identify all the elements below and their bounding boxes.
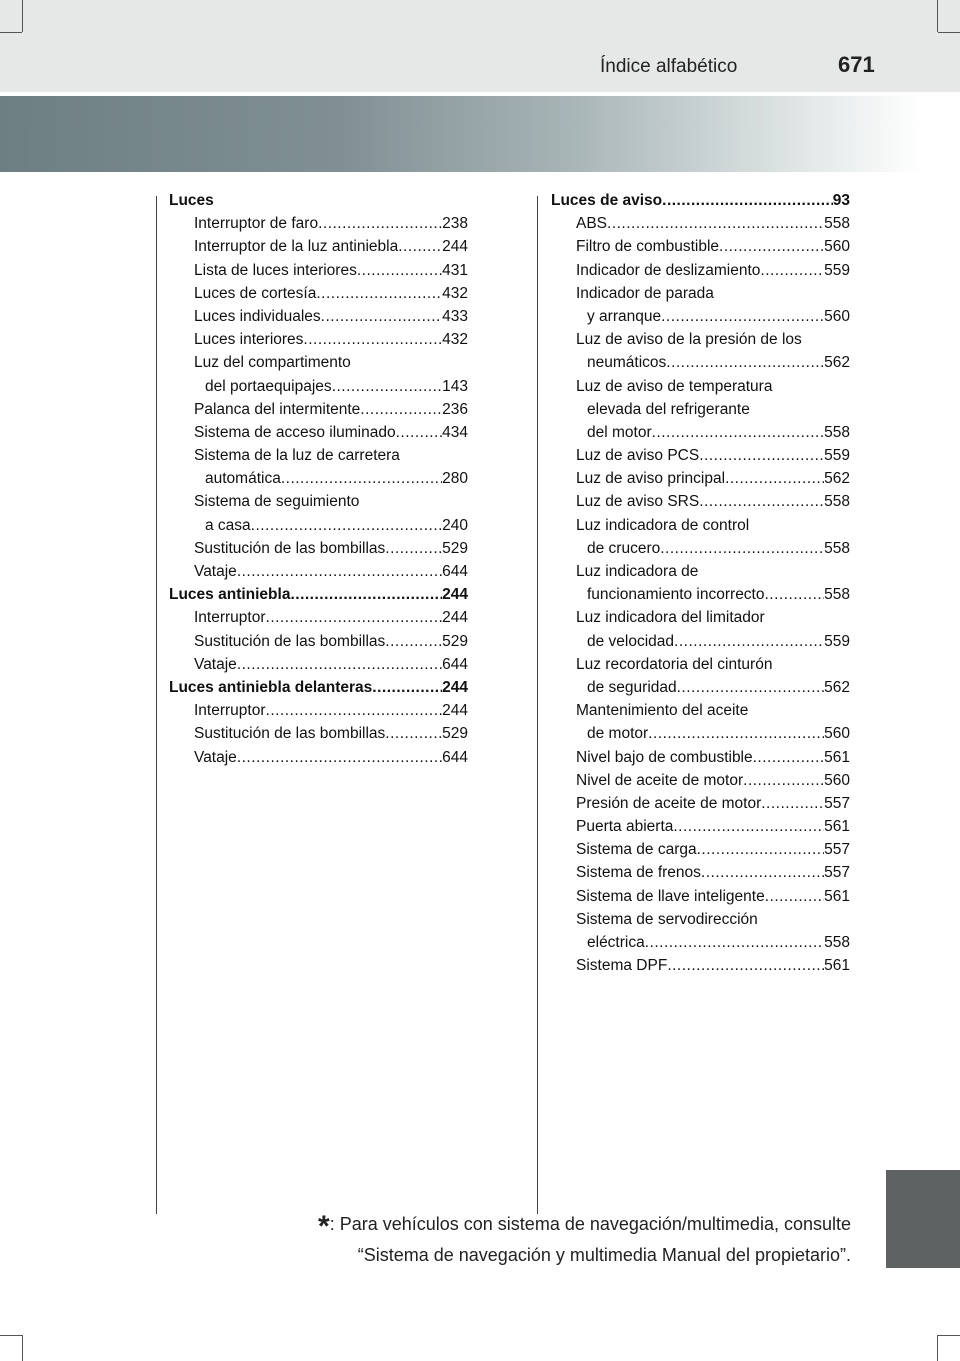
entry-label: Interruptor de la luz antiniebla [194, 238, 399, 256]
entry-label: Luz indicadora de control [576, 516, 750, 534]
entry-label: Luces de cortesía [194, 284, 317, 302]
entry-label: funcionamiento incorrecto [587, 586, 765, 604]
index-entry [551, 630, 850, 653]
entry-label: eléctrica [587, 934, 645, 951]
entry-page-number: 244 [442, 609, 468, 627]
index-entry [551, 351, 850, 374]
index-entry [551, 676, 850, 699]
index-column-right [551, 189, 850, 977]
entry-page-number: 93 [832, 192, 850, 209]
index-entry [551, 259, 850, 282]
index-entry [551, 746, 850, 769]
index-entry [551, 212, 850, 235]
dot-leader [761, 792, 824, 815]
dot-leader [719, 235, 824, 258]
index-entry [551, 792, 850, 815]
crop-mark [0, 1335, 22, 1336]
index-entry [169, 282, 468, 305]
entry-label: a casa [205, 516, 251, 534]
index-entry [551, 398, 850, 421]
index-entry [551, 838, 850, 861]
dot-leader [677, 676, 825, 699]
index-entry [551, 699, 850, 722]
dot-leader [607, 212, 824, 235]
dot-leader [251, 514, 442, 537]
index-entry [551, 560, 850, 583]
dot-leader [266, 606, 443, 629]
crop-mark [938, 32, 960, 33]
index-entry [169, 606, 468, 629]
index-entry [169, 514, 468, 537]
dot-leader [372, 676, 442, 699]
dot-leader [699, 444, 824, 467]
index-entry [169, 444, 468, 467]
page-number: 671 [838, 52, 875, 77]
entry-page-number: 432 [442, 331, 468, 349]
index-entry [551, 235, 850, 258]
entry-page-number: 561 [824, 748, 850, 766]
dot-leader [357, 259, 442, 282]
index-entry [551, 467, 850, 490]
entry-label: Mantenimiento del aceite [576, 702, 749, 720]
index-entry [551, 908, 850, 931]
entry-page-number: 558 [824, 586, 850, 604]
entry-label: neumáticos [587, 354, 667, 372]
entry-page-number: 559 [824, 261, 850, 279]
decorative-gradient-band [0, 96, 960, 172]
entry-label: Luces interiores [194, 331, 304, 349]
crop-mark [937, 1335, 938, 1361]
crop-mark [938, 1335, 960, 1336]
index-entry [551, 722, 850, 745]
entry-label: y arranque [587, 307, 662, 325]
dot-leader [661, 305, 824, 328]
entry-label: Sustitución de las bombillas [194, 539, 386, 557]
index-entry [169, 351, 468, 374]
index-entry [169, 259, 468, 282]
entry-label: Luz indicadora del limitador [576, 609, 765, 627]
entry-label: Sistema de la luz de carretera [194, 447, 400, 465]
index-entry [551, 282, 850, 305]
dot-leader [765, 885, 824, 908]
entry-label: Puerta abierta [576, 818, 674, 836]
entry-page-number: 240 [442, 516, 468, 534]
dot-leader [660, 537, 824, 560]
index-entry [169, 490, 468, 513]
index-entry [169, 328, 468, 351]
entry-label: Vataje [194, 563, 237, 580]
crop-mark [0, 32, 22, 33]
entry-label: Sustitución de las bombillas [194, 725, 386, 743]
index-entry [169, 653, 468, 676]
entry-page-number: 560 [824, 238, 850, 256]
index-entry [169, 722, 468, 745]
index-entry [169, 467, 468, 490]
dot-leader [645, 931, 824, 954]
index-entry [169, 421, 468, 444]
footnote-marker: * [318, 1210, 330, 1243]
dot-leader [290, 583, 442, 606]
entry-label: automática [205, 470, 281, 488]
entry-label: Sistema de acceso iluminado [194, 423, 396, 441]
entry-label: Luces [169, 192, 214, 209]
entry-page-number: 559 [824, 632, 850, 650]
entry-page-number: 244 [442, 678, 468, 696]
dot-leader [316, 282, 442, 305]
dot-leader [396, 421, 443, 444]
index-entry [169, 398, 468, 421]
index-entry [551, 606, 850, 629]
dot-leader [332, 375, 442, 398]
entry-page-number: 529 [442, 632, 468, 650]
entry-label: Indicador de parada [576, 284, 714, 302]
entry-label: Lista de luces interiores [194, 261, 357, 279]
entry-page-number: 244 [442, 586, 468, 604]
index-entry [169, 560, 468, 583]
entry-page-number: 558 [824, 934, 850, 951]
entry-label: Luz de aviso de la presión de los [576, 331, 802, 349]
section-tab [886, 1170, 960, 1268]
entry-label: Luces antiniebla [169, 586, 291, 604]
index-entry [551, 421, 850, 444]
entry-page-number: 433 [442, 307, 468, 325]
entry-page-number: 529 [442, 539, 468, 557]
dot-leader [699, 490, 824, 513]
crop-mark [937, 0, 938, 32]
entry-page-number: 562 [824, 354, 850, 372]
dot-leader [385, 630, 442, 653]
index-entry [551, 490, 850, 513]
dot-leader [398, 235, 442, 258]
entry-page-number: 559 [824, 447, 850, 465]
entry-label: de seguridad [587, 678, 677, 696]
dot-leader [237, 560, 442, 583]
index-entry [169, 630, 468, 653]
index-entry [169, 699, 468, 722]
entry-label: Sistema de carga [576, 841, 697, 859]
index-entry [551, 375, 850, 398]
dot-leader [652, 421, 825, 444]
entry-label: Sistema de frenos [576, 864, 701, 882]
entry-label: Vataje [194, 748, 237, 766]
index-entry [551, 537, 850, 560]
dot-leader [281, 467, 442, 490]
crop-mark [22, 1335, 23, 1361]
entry-page-number: 529 [442, 725, 468, 743]
entry-page-number: 244 [442, 702, 468, 720]
entry-label: Sistema de llave inteligente [576, 887, 765, 905]
dot-leader [697, 838, 825, 861]
index-entry [551, 815, 850, 838]
entry-page-number: 244 [442, 238, 468, 256]
dot-leader [266, 699, 443, 722]
dot-leader [743, 769, 824, 792]
entry-label: Sistema de servodirección [576, 910, 758, 928]
page-title: Índice alfabético [600, 56, 738, 77]
entry-label: Luz de aviso SRS [576, 493, 700, 511]
index-entry [169, 212, 468, 235]
entry-label: Luz indicadora de [576, 563, 699, 580]
entry-page-number: 560 [824, 725, 850, 743]
index-entry [551, 769, 850, 792]
entry-label: Interruptor [194, 609, 266, 627]
entry-page-number: 238 [442, 215, 468, 233]
entry-page-number: 558 [824, 539, 850, 557]
entry-label: elevada del refrigerante [587, 400, 750, 418]
entry-label: Interruptor de faro [194, 215, 319, 233]
entry-page-number: 432 [442, 284, 468, 302]
crop-mark [22, 0, 23, 32]
entry-label: Luz de aviso PCS [576, 447, 700, 465]
dot-leader [765, 583, 825, 606]
dot-leader [385, 537, 442, 560]
index-entry [551, 514, 850, 537]
dot-leader [237, 653, 442, 676]
index-entry [551, 653, 850, 676]
entry-label: Sustitución de las bombillas [194, 632, 386, 650]
index-entry [169, 537, 468, 560]
index-entry [169, 746, 468, 769]
index-heading [169, 189, 468, 212]
dot-leader [666, 351, 824, 374]
entry-page-number: 558 [824, 423, 850, 441]
index-heading [551, 189, 850, 212]
entry-page-number: 434 [442, 423, 468, 441]
index-entry [551, 861, 850, 884]
dot-leader [648, 722, 824, 745]
dot-leader [318, 212, 442, 235]
entry-page-number: 644 [442, 748, 468, 766]
entry-label: Luces individuales [194, 307, 321, 325]
entry-page-number: 560 [824, 307, 850, 325]
index-entry [551, 328, 850, 351]
dot-leader [385, 722, 442, 745]
footnote [296, 1210, 851, 1269]
entry-label: de crucero [587, 539, 661, 557]
index-column-left [169, 189, 468, 769]
entry-page-number: 562 [824, 678, 850, 696]
entry-page-number: 280 [442, 470, 468, 488]
entry-label: Palanca del intermitente [194, 400, 361, 418]
entry-label: Sistema de seguimiento [194, 493, 360, 511]
entry-page-number: 644 [442, 563, 468, 580]
index-entry [551, 444, 850, 467]
entry-label: de motor [587, 725, 649, 743]
header-band [0, 0, 960, 92]
index-entry [551, 885, 850, 908]
dot-leader [753, 746, 825, 769]
entry-page-number: 644 [442, 655, 468, 673]
dot-leader [674, 630, 824, 653]
entry-label: ABS [576, 215, 608, 233]
entry-label: Luz de aviso principal [576, 470, 726, 488]
entry-page-number: 143 [442, 377, 468, 395]
dot-leader [321, 305, 442, 328]
index-entry [169, 305, 468, 328]
entry-page-number: 431 [442, 261, 468, 279]
dot-leader [725, 467, 824, 490]
entry-page-number: 560 [824, 771, 850, 789]
entry-page-number: 561 [824, 887, 850, 905]
dot-leader [760, 259, 824, 282]
entry-label: Luces antiniebla delanteras [169, 678, 373, 696]
dot-leader [237, 746, 442, 769]
index-entry [551, 931, 850, 954]
dot-leader [701, 861, 824, 884]
entry-label: Luz de aviso de temperatura [576, 377, 773, 395]
column-rule-left [156, 196, 157, 1214]
index-heading [169, 676, 468, 699]
footnote-line-2: “Sistema de navegación y multimedia Manual del propietario”. [357, 1245, 851, 1265]
entry-label: Nivel bajo de combustible [576, 748, 753, 766]
dot-leader [662, 189, 833, 212]
entry-page-number: 558 [824, 215, 850, 233]
entry-label: Indicador de deslizamiento [576, 261, 761, 279]
dot-leader [360, 398, 442, 421]
entry-label: del motor [587, 423, 652, 441]
footnote-text-1: : Para vehículos con sistema de navegación/multimedia, consulte [329, 1214, 851, 1234]
entry-page-number: 557 [824, 864, 850, 882]
entry-page-number: 561 [824, 818, 850, 836]
entry-page-number: 236 [442, 400, 468, 418]
entry-label: del portaequipajes [205, 377, 332, 395]
index-entry [551, 305, 850, 328]
entry-label: de velocidad [587, 632, 675, 650]
entry-label: Nivel de aceite de motor [576, 771, 744, 789]
entry-label: Filtro de combustible [576, 238, 720, 256]
entry-label: Presión de aceite de motor [576, 794, 762, 812]
entry-page-number: 562 [824, 470, 850, 488]
entry-label: Luz del compartimento [194, 354, 351, 372]
index-entry [169, 235, 468, 258]
index-entry [551, 583, 850, 606]
dot-leader [673, 815, 824, 838]
entry-label: Luz recordatoria del cinturón [576, 655, 773, 673]
dot-leader [303, 328, 442, 351]
entry-label: Vataje [194, 655, 237, 673]
entry-page-number: 557 [824, 794, 850, 812]
index-entry [551, 954, 850, 977]
entry-label: Interruptor [194, 702, 266, 720]
entry-page-number: 561 [824, 957, 850, 975]
column-rule-middle [537, 196, 538, 1214]
footnote-line-1 [296, 1210, 851, 1241]
index-heading [169, 583, 468, 606]
entry-label: Sistema DPF [576, 957, 668, 975]
entry-page-number: 558 [824, 493, 850, 511]
entry-page-number: 557 [824, 841, 850, 859]
dot-leader [667, 954, 824, 977]
entry-label: Luces de aviso [551, 192, 663, 209]
index-entry [169, 375, 468, 398]
